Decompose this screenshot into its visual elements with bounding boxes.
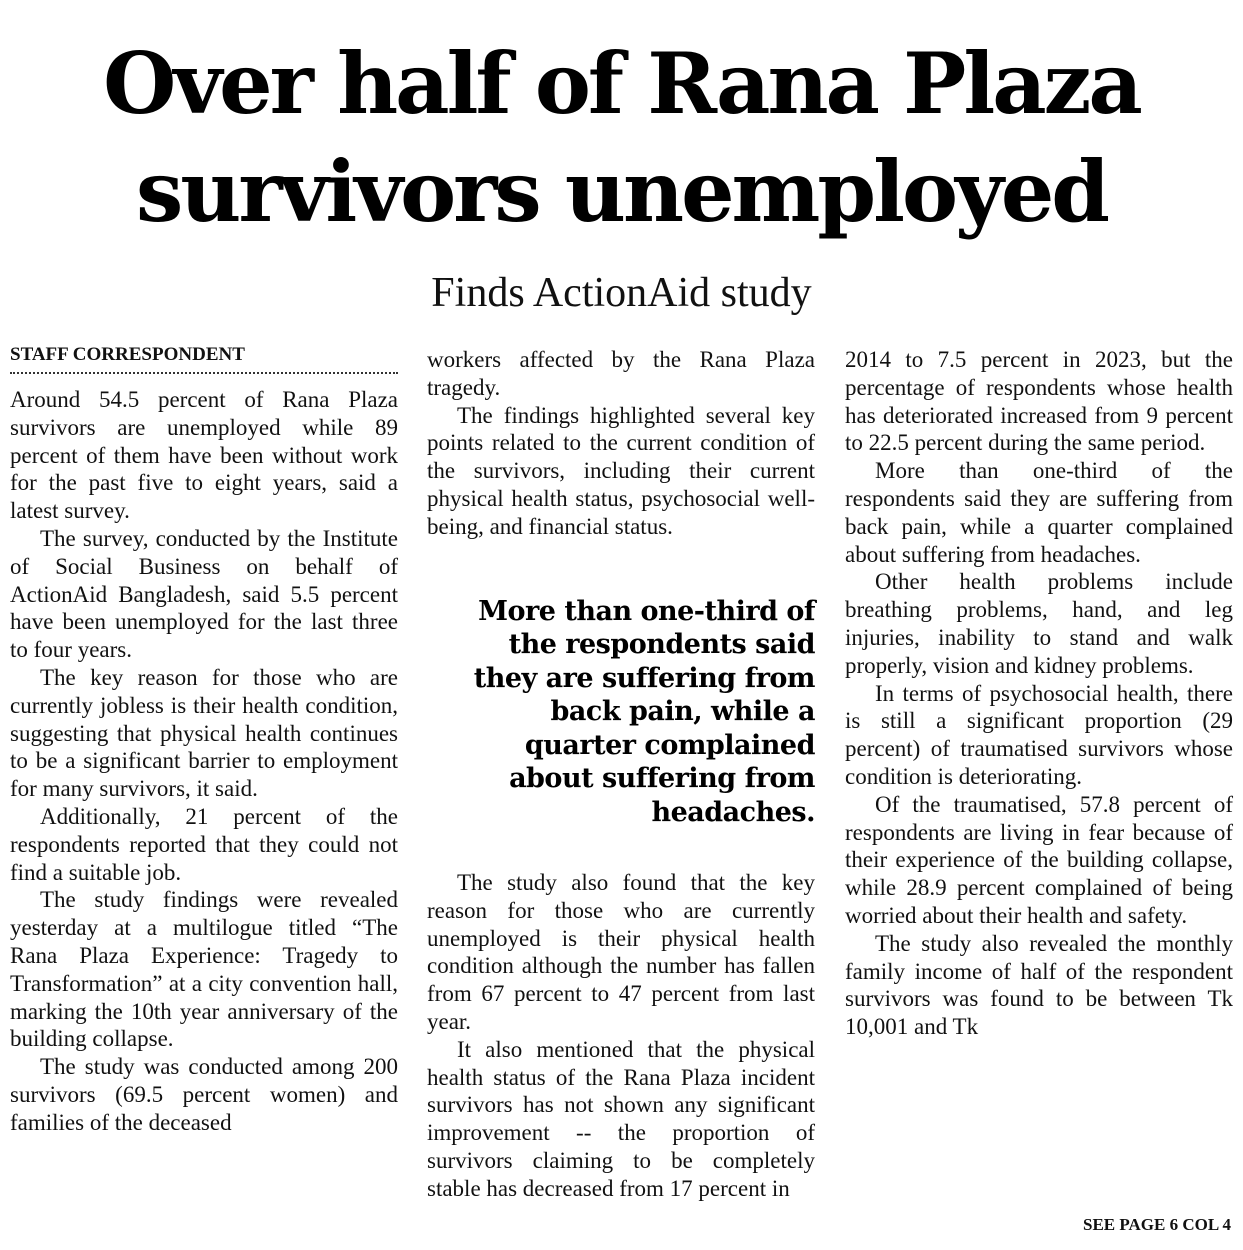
- paragraph: It also mentioned that the physical health status of the Rana Plaza incident survivors has not shown any significant improvement -- the proportion of survivors claiming to be completely stable has decreased from 17 percent in: [427, 1036, 815, 1201]
- paragraph: Of the traumatised, 57.8 percent of respondents are living in fear because of their experience of the building collapse, while 28.9 percent complained of being worried about their health and safety.: [845, 791, 1233, 928]
- paragraph: The findings highlighted several key points related to the current condition of the survivors, including their current physical health status, psychosocial well-being, and financial status.: [427, 402, 815, 539]
- paragraph: Other health problems include breathing problems, hand, and leg injuries, inability to stand and walk properly, vision and kidney problems.: [845, 569, 1233, 678]
- paragraph: More than one-third of the respondents said they are suffering from back pain, while a quarter complained about suffering from headaches.: [845, 458, 1233, 567]
- subheadline: Finds ActionAid study: [431, 270, 812, 316]
- paragraph-continuation: 2014 to 7.5 percent in 2023, but the percentage of respondents whose health has deteriorated increased from 9 percent to 22.5 percent during the same period.: [845, 347, 1233, 456]
- headline-line-1: Over half of Rana Plaza: [103, 34, 1140, 133]
- paragraph: The study also revealed the monthly family income of half of the respondent survivors was found to be between Tk 10,001 and Tk: [845, 930, 1233, 1040]
- article-column-1: [10, 342, 398, 1137]
- jump-line: SEE PAGE 6 COL 4: [1083, 1215, 1231, 1234]
- headline: [0, 30, 1243, 246]
- paragraph: The study was conducted among 200 survivors (69.5 percent women) and families of the deceased: [10, 1054, 398, 1135]
- paragraph: The key reason for those who are currently jobless is their health condition, suggesting that physical health continues to be a significant barrier to employment for many survivors, it said.: [10, 664, 398, 802]
- paragraph: The study also found that the key reason for those who are currently unemployed is their physical health condition although the number has fallen from 67 percent to 47 percent from last year.: [427, 870, 815, 1035]
- paragraph: Around 54.5 percent of Rana Plaza survivors are unemployed while 89 percent of them have been without work for the past five to eight years, said a latest survey.: [10, 387, 398, 524]
- article-column-3: [845, 346, 1233, 1041]
- headline-line-2: survivors unemployed: [135, 142, 1108, 241]
- paragraph-continuation: workers affected by the Rana Plaza tragedy.: [427, 347, 815, 400]
- paragraph: The study findings were revealed yesterday at a multilogue titled “The Rana Plaza Experience: Tragedy to Transformation” at a city convention hall, marking the 10th year anniversary of the building collapse.: [10, 887, 398, 1052]
- article-column-2: [427, 346, 815, 1203]
- byline-divider: [10, 372, 398, 374]
- paragraph: In terms of psychosocial health, there is still a significant proportion (29 percent) of traumatised survivors whose condition is deteriorating.: [845, 680, 1233, 789]
- byline: STAFF CORRESPONDENT: [10, 344, 245, 365]
- paragraph: Additionally, 21 percent of the respondents reported that they could not find a suitable job.: [10, 803, 398, 885]
- pull-quote: More than one-third of the respondents said they are suffering from back pain, while a quarter complained about suffering from headaches.: [473, 595, 815, 828]
- paragraph: The survey, conducted by the Institute of Social Business on behalf of ActionAid Bangladesh, said 5.5 percent have been unemployed for the last three to four years.: [10, 525, 398, 663]
